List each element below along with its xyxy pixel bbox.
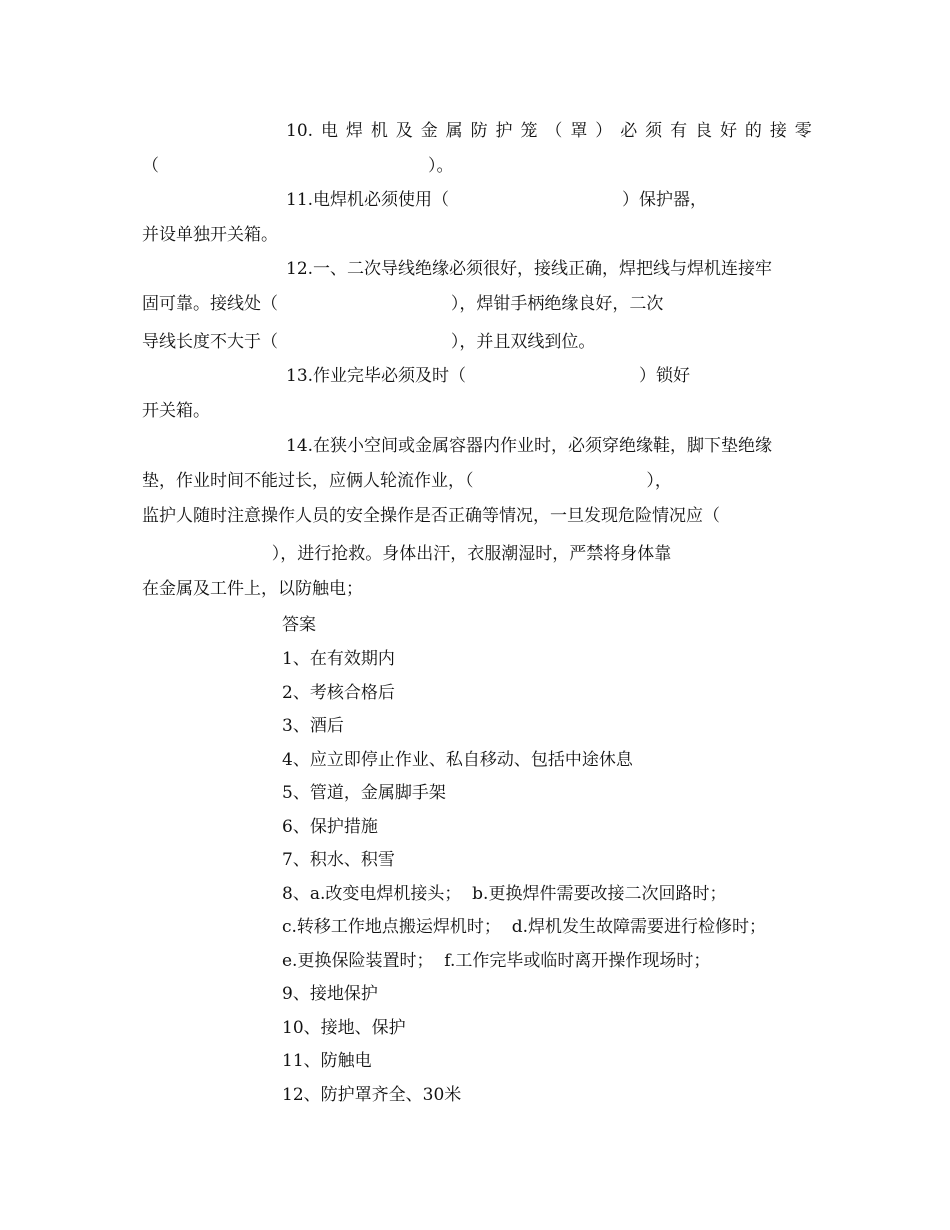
q12-line-3: 导线长度不大于（ ），并且双线到位。: [142, 332, 596, 352]
q10-char: ）: [595, 121, 613, 141]
answer-item: 12、防护罩齐全、30米: [282, 1085, 462, 1105]
answer-item: 6、保护措施: [282, 817, 378, 837]
q10-char: 笼: [520, 121, 538, 141]
q10-char: 及: [395, 121, 413, 141]
q13-line-1: 13.作业完毕必须及时（ ）锁好: [286, 366, 690, 386]
q14-line-5: 在金属及工件上，以防触电；: [142, 579, 363, 599]
q10-char: 零: [794, 121, 812, 141]
q12-line-2: 固可靠。接线处（ ），焊钳手柄绝缘良好，二次: [142, 294, 664, 314]
q11-line-2: 并设单独开关箱。: [142, 225, 278, 245]
q10-char: （: [545, 121, 563, 141]
answer-item: 8、a.改变电焊机接头； b.更换焊件需要改接二次回路时；: [282, 884, 727, 904]
q10-char: 电: [320, 121, 338, 141]
answer-item: 2、考核合格后: [282, 683, 395, 703]
answer-item: c.转移工作地点搬运焊机时； d.焊机发生故障需要进行检修时；: [282, 917, 767, 937]
q10-char: 金: [420, 121, 438, 141]
q12-line-1: 12.一、二次导线绝缘必须很好，接线正确，焊把线与焊机连接牢: [286, 259, 773, 279]
answer-item: 9、接地保护: [282, 984, 378, 1004]
answer-item: 5、管道，金属脚手架: [282, 783, 446, 803]
q10-line-1: [286, 120, 812, 142]
q10-char: 良: [695, 121, 713, 141]
q10-char: 属: [445, 121, 463, 141]
q14-line-1: 14.在狭小空间或金属容器内作业时，必须穿绝缘鞋，脚下垫绝缘: [286, 436, 773, 456]
answer-item: 10、接地、保护: [282, 1018, 406, 1038]
q10-char: 防: [470, 121, 488, 141]
q11-line-1: 11.电焊机必须使用（ ）保护器，: [286, 190, 707, 210]
answer-item: 11、防触电: [282, 1051, 372, 1071]
q10-char: 护: [495, 121, 513, 141]
answers-heading: 答案: [282, 615, 316, 635]
answer-item: 3、酒后: [282, 716, 344, 736]
q10-char: 必: [620, 121, 638, 141]
answer-item: 1、在有效期内: [282, 649, 395, 669]
q10-char: 接: [769, 121, 787, 141]
q10-char: 有: [670, 121, 688, 141]
answer-item: 7、积水、积雪: [282, 850, 395, 870]
answer-item: 4、应立即停止作业、私自移动、包括中途休息: [282, 750, 633, 770]
q10-char: 须: [645, 121, 663, 141]
answer-item: e.更换保险装置时； f.工作完毕或临时离开操作现场时；: [282, 951, 711, 971]
q14-line-3: 监护人随时注意操作人员的安全操作是否正确等情况，一旦发现危险情况应（: [142, 506, 720, 526]
q10-char: 的: [744, 121, 762, 141]
q10-number: 10.: [286, 121, 314, 141]
q14-line-4: ），进行抢救。身体出汗，衣服潮湿时，严禁将身体靠: [142, 544, 672, 564]
q10-line-2-open: （: [142, 156, 159, 176]
q10-char: 罩: [570, 121, 588, 141]
q10-char: 机: [370, 121, 388, 141]
q13-line-2: 开关箱。: [142, 401, 210, 421]
q10-char: 焊: [345, 121, 363, 141]
q10-line-2-close: ）。: [428, 156, 454, 176]
q14-line-2: 垫，作业时间不能过长，应俩人轮流作业，（ ），: [142, 471, 672, 491]
q10-char: 好: [719, 121, 737, 141]
